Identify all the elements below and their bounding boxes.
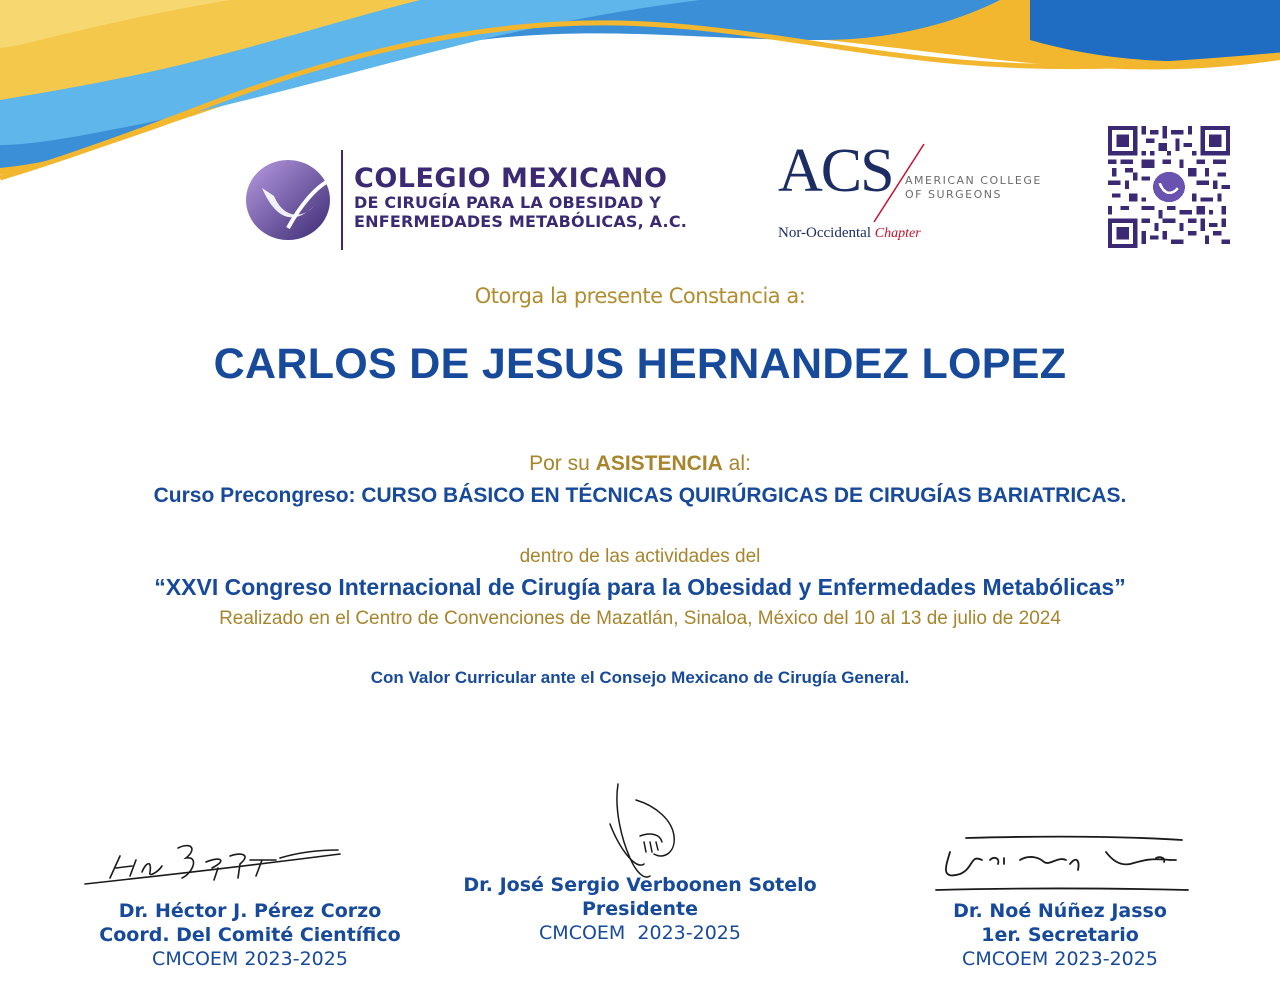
congress-title: “XXVI Congreso Internacional de Cirugía para la Obesidad y Enfermedades Metabólicas”: [154, 574, 1126, 600]
qr-code-icon: [1108, 126, 1230, 248]
acs-chapter-name: Nor-Occidental: [778, 225, 871, 241]
certificate-intro: Otorga la presente Constancia a:: [474, 284, 806, 308]
signatory-right-name: Dr. Noé Núñez Jasso: [953, 900, 1167, 922]
signature-right: [860, 900, 1260, 971]
signatory-middle-org: CMCOEM 2023-2025: [539, 921, 741, 944]
signatory-right-org: CMCOEM 2023-2025: [962, 947, 1158, 970]
acs-chapter-word: Chapter: [874, 226, 921, 241]
cmc-logo-line1: COLEGIO MEXICANO: [354, 163, 668, 194]
signatory-middle-role: Presidente: [582, 897, 698, 920]
attendance-line: [0, 452, 1280, 476]
activities-line: dentro de las actividades del: [519, 546, 761, 567]
attendance-highlight: ASISTENCIA: [595, 452, 723, 475]
cmc-logo-line3: ENFERMEDADES METABÓLICAS, A.C.: [354, 212, 688, 231]
acs-logo-subtitle: [905, 174, 1042, 203]
course-title: Curso Precongreso: CURSO BÁSICO EN TÉCNICAS QUIRÚRGICAS DE CIRUGÍAS BARIATRICAS.: [153, 484, 1127, 507]
venue-date-line: Realizado en el Centro de Convenciones de Mazatlán, Sinaloa, México del 10 al 13 de julio de 2024: [219, 608, 1061, 629]
acs-logo-chapter: [778, 225, 921, 242]
cmc-logo-mark: [244, 158, 334, 242]
signatory-left-name: Dr. Héctor J. Pérez Corzo: [118, 900, 382, 922]
signatory-right-role: 1er. Secretario: [981, 923, 1139, 946]
signature-middle: [430, 874, 850, 945]
signatory-middle-name: Dr. José Sergio Verboonen Sotelo: [463, 874, 817, 896]
signatory-left-org: CMCOEM 2023-2025: [152, 947, 348, 970]
signature-right-handwriting: [930, 830, 1190, 896]
cmc-logo-line2: DE CIRUGÍA PARA LA OBESIDAD Y: [354, 193, 661, 212]
acs-logo-sub1: AMERICAN COLLEGE: [905, 174, 1042, 187]
signatory-left-role: Coord. Del Comité Científico: [99, 923, 401, 946]
curricular-value-line: Con Valor Curricular ante el Consejo Mexicano de Cirugía General.: [370, 668, 910, 687]
acs-logo-sub2: OF SURGEONS: [905, 188, 1003, 202]
cmc-logo-divider: [341, 150, 343, 250]
acs-logo-letters: ACS: [778, 137, 893, 205]
signature-left-handwriting: [80, 838, 350, 890]
cmc-logo-text: [354, 165, 687, 230]
recipient-name: CARLOS DE JESUS HERNANDEZ LOPEZ: [213, 340, 1067, 388]
signature-middle-handwriting: [600, 780, 690, 884]
signature-left: [40, 900, 460, 971]
attendance-suffix: al:: [722, 452, 751, 475]
attendance-prefix: Por su: [529, 452, 596, 475]
